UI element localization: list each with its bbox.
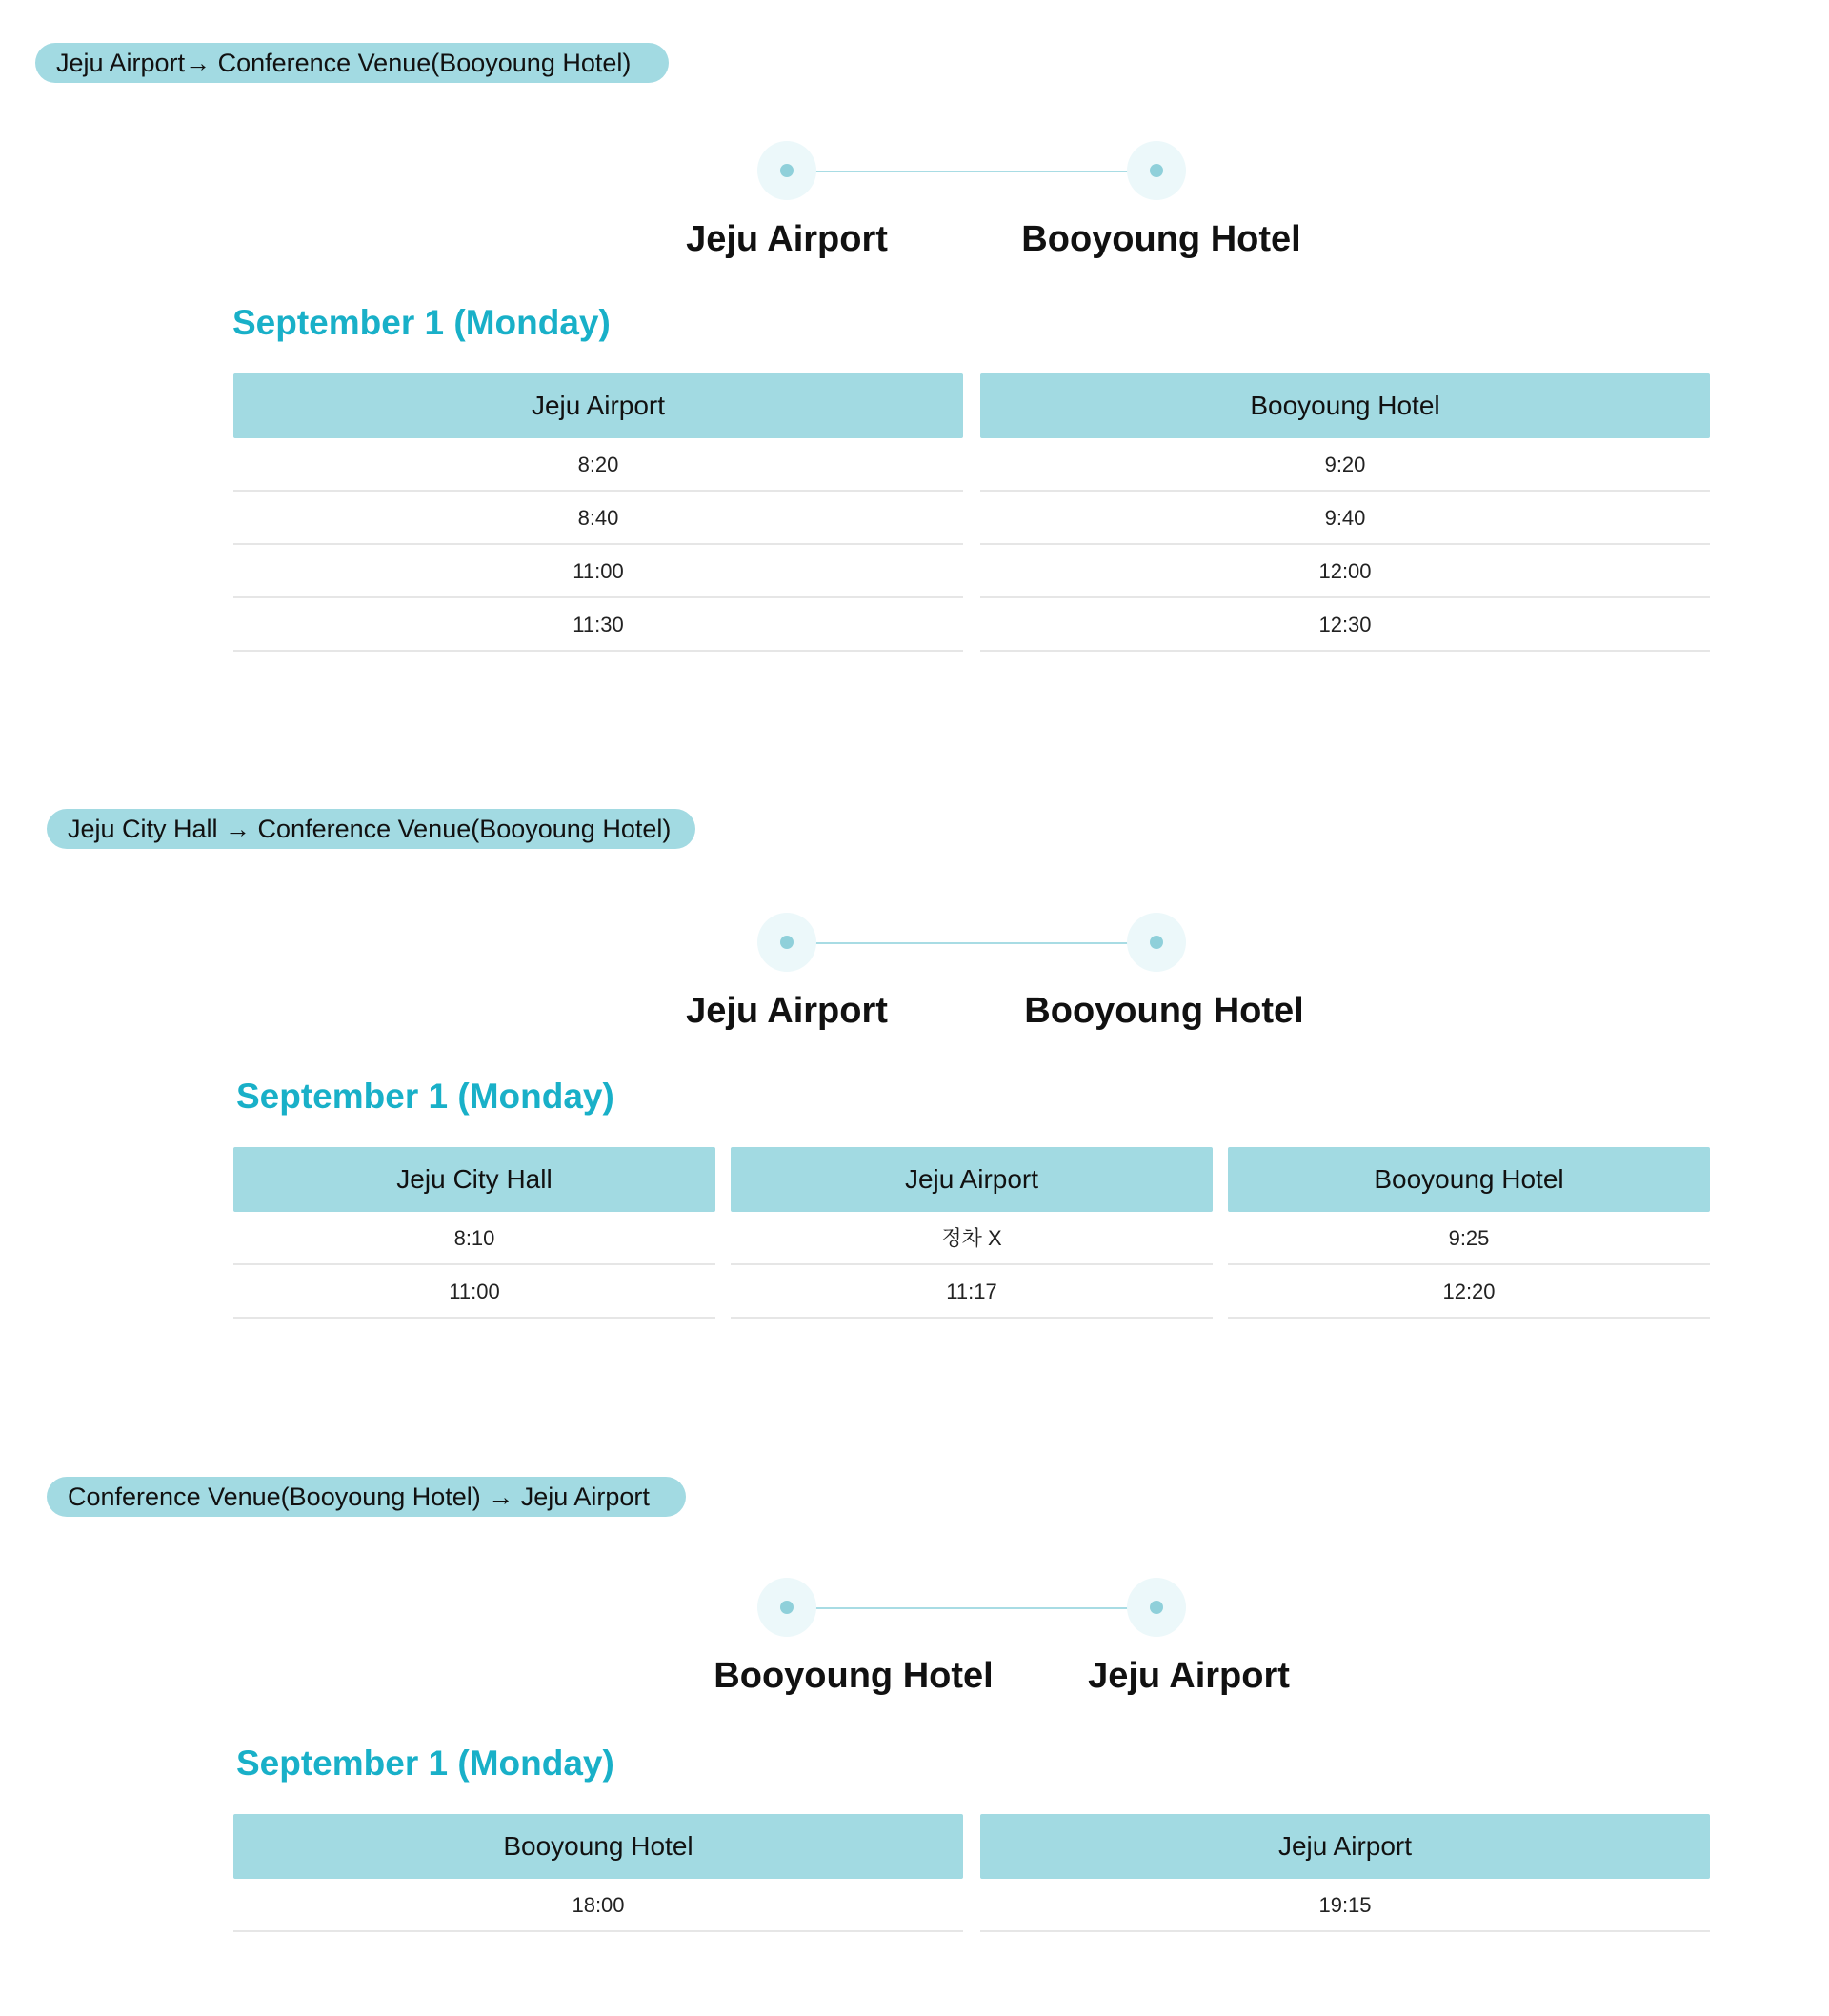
time-cell: 9:40	[980, 492, 1710, 545]
origin-dot	[780, 164, 794, 177]
schedule-date: September 1 (Monday)	[236, 1077, 614, 1116]
route-origin: Jeju Airport	[686, 219, 888, 259]
destination-dot	[1150, 164, 1163, 177]
time-cell: 11:00	[233, 1265, 715, 1319]
timetable-column	[980, 1814, 1710, 1932]
destination-dot	[1150, 936, 1163, 949]
column-header: Jeju Airport	[233, 373, 963, 438]
column-header: Booyoung Hotel	[980, 373, 1710, 438]
route-origin: Jeju Airport	[686, 991, 888, 1031]
route-title-pill: Conference Venue(Booyoung Hotel) → Jeju Airport	[47, 1477, 686, 1517]
time-cell: 정차 X	[731, 1212, 1213, 1265]
origin-marker	[757, 1578, 816, 1637]
time-cell: 8:10	[233, 1212, 715, 1265]
route-line	[787, 171, 1156, 172]
origin-marker	[757, 913, 816, 972]
timetable-column	[1228, 1147, 1710, 1319]
timetable-column	[233, 373, 963, 652]
time-cell: 12:30	[980, 598, 1710, 652]
schedule-date: September 1 (Monday)	[232, 303, 611, 342]
time-cell: 9:25	[1228, 1212, 1710, 1265]
route-diagram	[0, 1578, 1829, 1721]
schedule-date: September 1 (Monday)	[236, 1744, 614, 1783]
route-destination: Booyoung Hotel	[1024, 991, 1304, 1031]
route-title-pill: Jeju City Hall → Conference Venue(Booyoung Hotel)	[47, 809, 695, 849]
route-line	[787, 942, 1156, 944]
column-header: Booyoung Hotel	[233, 1814, 963, 1879]
destination-marker	[1127, 1578, 1186, 1637]
route-line	[787, 1607, 1156, 1609]
column-header: Jeju Airport	[980, 1814, 1710, 1879]
destination-dot	[1150, 1601, 1163, 1614]
destination-marker	[1127, 141, 1186, 200]
timetable-column	[233, 1814, 963, 1932]
route-diagram	[0, 913, 1829, 1056]
time-cell: 8:20	[233, 438, 963, 492]
time-cell: 18:00	[233, 1879, 963, 1932]
column-header: Booyoung Hotel	[1228, 1147, 1710, 1212]
time-cell: 12:20	[1228, 1265, 1710, 1319]
time-cell: 8:40	[233, 492, 963, 545]
time-cell: 9:20	[980, 438, 1710, 492]
destination-marker	[1127, 913, 1186, 972]
time-cell: 11:17	[731, 1265, 1213, 1319]
route-diagram	[0, 141, 1829, 284]
timetable-column	[233, 1147, 715, 1319]
time-cell: 19:15	[980, 1879, 1710, 1932]
timetable-column	[980, 373, 1710, 652]
time-cell: 11:00	[233, 545, 963, 598]
route-destination: Jeju Airport	[1088, 1656, 1290, 1696]
origin-marker	[757, 141, 816, 200]
time-cell: 11:30	[233, 598, 963, 652]
route-origin: Booyoung Hotel	[714, 1656, 994, 1696]
route-destination: Booyoung Hotel	[1021, 219, 1301, 259]
timetable-column	[731, 1147, 1213, 1319]
origin-dot	[780, 936, 794, 949]
time-cell: 12:00	[980, 545, 1710, 598]
route-title-pill: Jeju Airport→ Conference Venue(Booyoung Hotel)	[35, 43, 669, 83]
origin-dot	[780, 1601, 794, 1614]
column-header: Jeju Airport	[731, 1147, 1213, 1212]
column-header: Jeju City Hall	[233, 1147, 715, 1212]
